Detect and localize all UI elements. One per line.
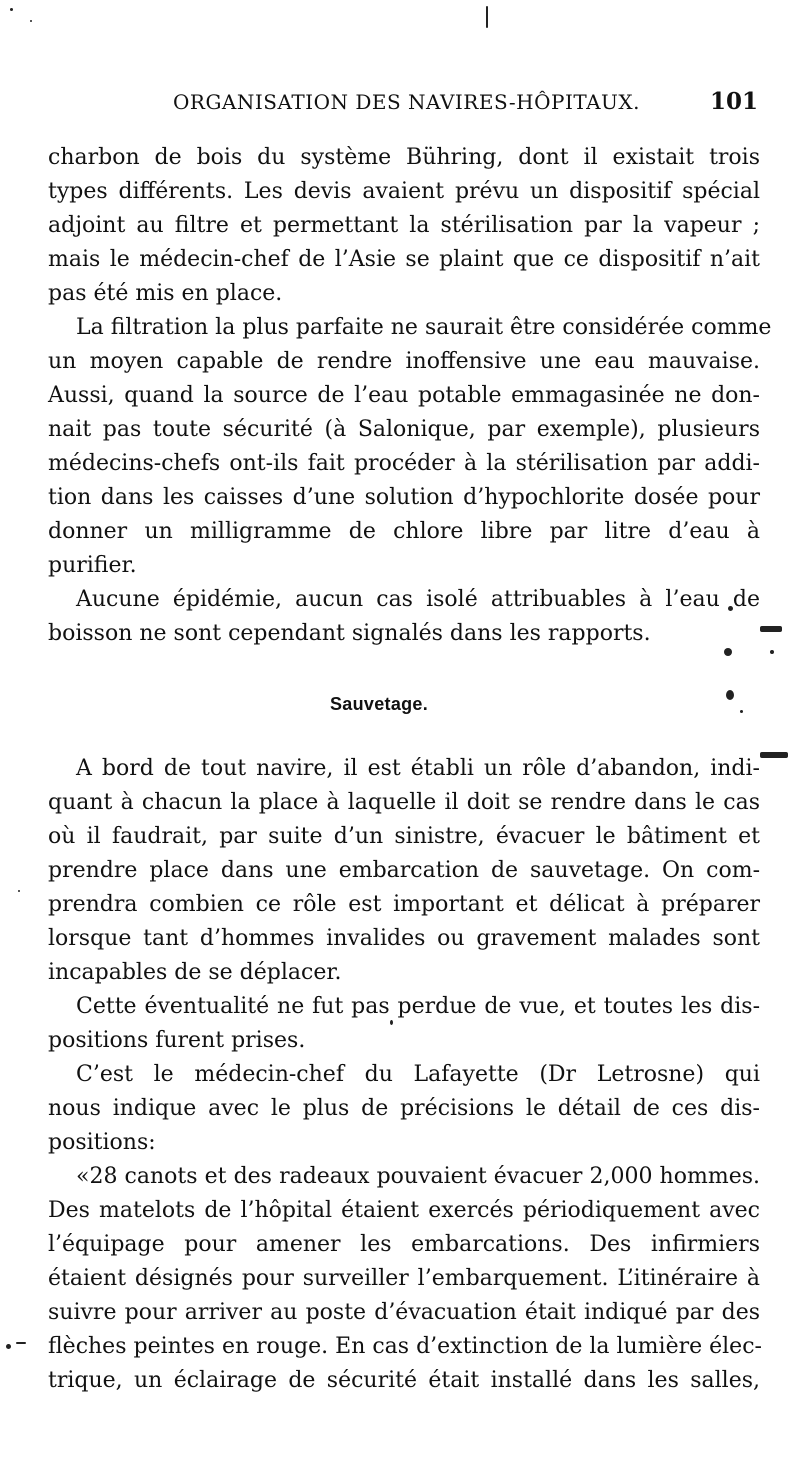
text-line: incapables de se déplacer.: [48, 960, 342, 985]
text-line: médecins-chefs ont-ils fait procéder à la stérilisation par addi-: [48, 451, 760, 476]
text-line: nous indique avec le plus de précisions le détail de ces dis-: [48, 1096, 760, 1121]
text-line: tion dans les caisses d’une solution d’hypochlorite dosée pour: [48, 485, 760, 510]
text-line: Des matelots de l’hôpital étaient exercés périodiquement avec: [48, 1198, 760, 1223]
text-line: A bord de tout navire, il est établi un rôle d’abandon, indi-: [76, 756, 760, 781]
text-line: l’équipage pour amener les embarcations. Des infirmiers: [48, 1232, 760, 1257]
text-line: charbon de bois du système Bühring, dont il existait trois: [48, 145, 760, 170]
scan-speckle: [16, 1342, 26, 1344]
text-line: La filtration la plus parfaite ne saurait être considérée comme: [76, 315, 772, 340]
text-line: prendra combien ce rôle est important et délicat à préparer: [48, 892, 760, 917]
text-line: Aucune épidémie, aucun cas isolé attribuables à l’eau de: [76, 587, 760, 612]
text-line: suivre pour arriver au poste d’évacuation était indiqué par des: [48, 1300, 760, 1325]
page-number: 101: [709, 88, 758, 115]
text-line: mais le médecin-chef de l’Asie se plaint que ce dispositif n’ait: [48, 247, 760, 272]
scan-speckle: [486, 6, 488, 28]
text-line: pas été mis en place.: [48, 281, 283, 306]
text-line: positions furent prises.: [48, 1028, 306, 1053]
text-line: Aussi, quand la source de l’eau potable emmagasinée ne don-: [48, 383, 760, 408]
text-line: adjoint au filtre et permettant la stérilisation par la vapeur ;: [48, 213, 760, 238]
text-line: prendre place dans une embarcation de sauvetage. On com-: [48, 858, 760, 883]
scan-speckle: [6, 1344, 11, 1349]
section-heading: Sauvetage.: [330, 694, 429, 714]
text-line: positions:: [48, 1130, 156, 1155]
text-line: Cette éventualité ne fut pas perdue de vue, et toutes les dis-: [76, 994, 760, 1019]
text-line: nait pas toute sécurité (à Salonique, par exemple), plusieurs: [48, 417, 760, 442]
text-line: trique, un éclairage de sécurité était installé dans les salles,: [48, 1368, 760, 1393]
scan-speckle: [770, 650, 774, 654]
scan-speckle: [30, 20, 32, 22]
text-line: flèches peintes en rouge. En cas d’extinction de la lumière élec-: [48, 1334, 762, 1359]
text-line: étaient désignés pour surveiller l’embarquement. L’itinéraire à: [48, 1266, 760, 1291]
text-line: types différents. Les devis avaient prévu un dispositif spécial: [48, 179, 760, 204]
text-line: C’est le médecin-chef du Lafayette (Dr Letrosne) qui: [76, 1062, 760, 1087]
text-line: «28 canots et des radeaux pouvaient évacuer 2,000 hommes.: [76, 1164, 760, 1189]
page-header: [48, 88, 758, 124]
text-line: quant à chacun la place à laquelle il doit se rendre dans le cas: [48, 790, 760, 815]
scan-speckle: [760, 626, 782, 632]
text-line: lorsque tant d’hommes invalides ou gravement malades sont: [48, 926, 760, 951]
text-line: un moyen capable de rendre inoffensive une eau mauvaise.: [48, 349, 760, 374]
scan-speckle: [760, 752, 788, 758]
text-line: donner un milligramme de chlore libre par litre d’eau à: [48, 519, 760, 544]
running-title: ORGANISATION DES NAVIRES-HÔPITAUX.: [173, 90, 640, 114]
text-line: boisson ne sont cependant signalés dans les rapports.: [48, 621, 651, 646]
scan-speckle: [10, 8, 13, 11]
text-line: purifier.: [48, 553, 137, 578]
scan-speckle: [740, 710, 743, 713]
text-line: où il faudrait, par suite d’un sinistre, évacuer le bâtiment et: [48, 824, 760, 849]
scan-speckle: [726, 690, 734, 700]
scan-speckle: [18, 890, 20, 892]
